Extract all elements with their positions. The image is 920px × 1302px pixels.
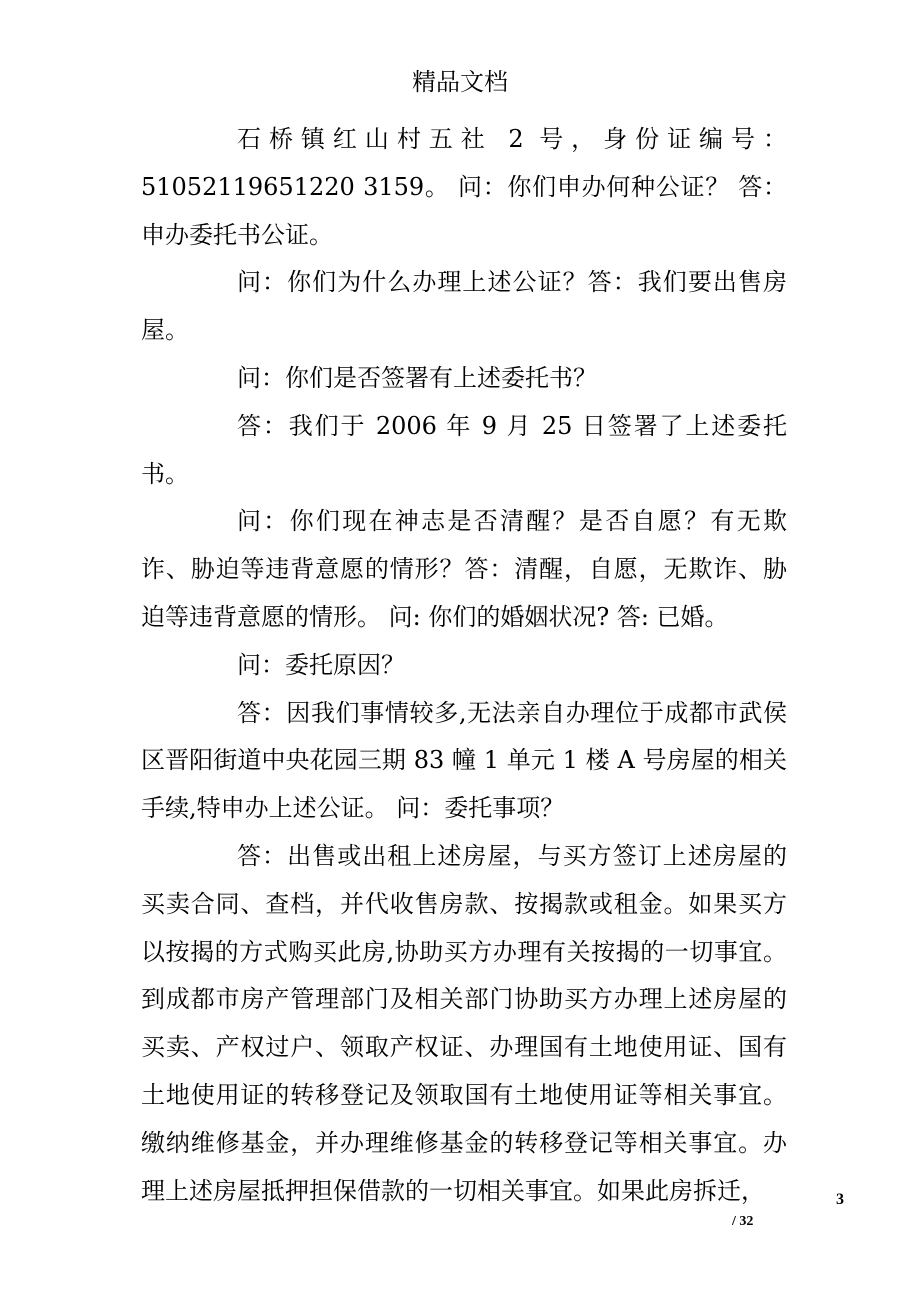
document-header-title: 精品文档 xyxy=(412,68,508,96)
paragraph-answer-reason: 答：因我们事情较多,无法亲自办理位于成都市武侯区晋阳街道中央花园三期 83 幢 1 单元 1 楼 A 号房屋的相关手续,特申办上述公证。 问：委托事项？ xyxy=(141,698,787,823)
document-body xyxy=(141,116,787,1215)
total-pages: / 32 xyxy=(732,1214,754,1229)
page-number: 3 xyxy=(836,1191,844,1208)
paragraph-identity: 石桥镇红山村五社 2 号，身份证编号：51052119651220 3159。 问：你们申办何种公证？ 答：申办委托书公证。 xyxy=(141,125,787,249)
paragraph-answer-matters: 答：出售或出租上述房屋，与买方签订上述房屋的买卖合同、查档，并代收售房款、按揭款或租金。如果买方以按揭的方式购买此房,协助买方办理有关按揭的一切事宜。到成都市房产管理部门及相关部门协助买方办理上述房屋的买卖、产权过户、领取产权证、办理国有土地使用证、国有土地使用证的转移登记及领取国有土地使用证等相关事宜。缴纳维修基金，并办理维修基金的转移登记等相关事宜。办理上述房屋抵押担保借款的一切相关事宜。如果此房拆迁， xyxy=(141,841,787,1205)
paragraph-question-signed: 问：你们是否签署有上述委托书？ xyxy=(237,363,597,392)
paragraph-mental-state: 问：你们现在神志是否清醒？是否自愿？有无欺诈、胁迫等违背意愿的情形？答：清醒，自愿，无欺诈、胁迫等违背意愿的情形。 问: 你们的婚姻状况? 答: 已婚。 xyxy=(141,507,787,631)
paragraph-purpose: 问：你们为什么办理上述公证？答：我们要出售房屋。 xyxy=(141,268,787,345)
paragraph-question-reason: 问：委托原因？ xyxy=(237,650,405,679)
paragraph-answer-signed: 答：我们于 2006 年 9 月 25 日签署了上述委托书。 xyxy=(141,411,787,488)
